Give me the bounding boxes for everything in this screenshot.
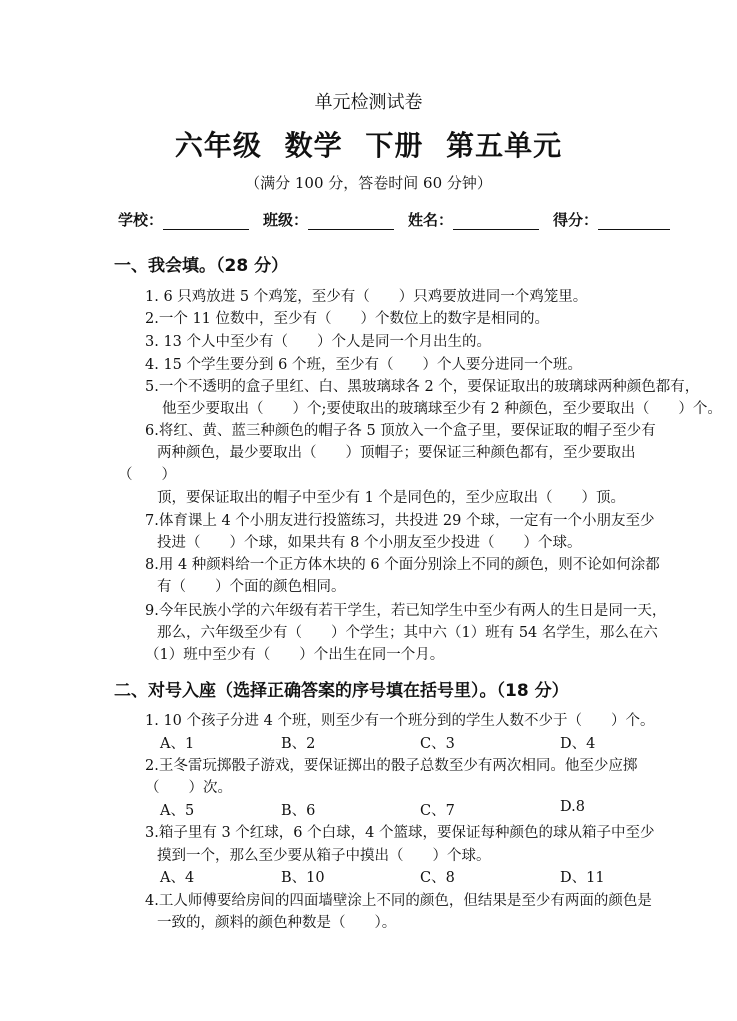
class-field (263, 209, 394, 230)
s1-line-4: 4. 15 个学生要分到 6 个班，至少有（ ）个人要分进同一个班。 (145, 357, 582, 373)
s1-line-1: 1. 6 只鸡放进 5 个鸡笼，至少有（ ）只鸡要放进同一个鸡笼里。 (145, 289, 588, 305)
s2-q3-option-c[interactable]: C、8 (420, 870, 455, 886)
score-label: 得分： (553, 211, 599, 229)
s2-q3-line-2: 摸到一个，那么至少要从箱子中摸出（ ）个球。 (157, 848, 491, 864)
s1-line-6: 他至少要取出（ ）个;要使取出的玻璃球至少有 2 种颜色，至少要取出（ ）个。 (162, 401, 722, 417)
section2-heading: 二、对号入座（选择正确答案的序号填在括号里）。（18 分） (114, 681, 569, 701)
score-field (553, 209, 670, 230)
section1-heading: 一、我会填。（28 分） (114, 256, 289, 276)
s2-q1-option-a[interactable]: A、1 (160, 736, 195, 752)
class-label: 班级： (263, 211, 309, 229)
s2-q4-line-2: 一致的，颜料的颜色种数是（ ）。 (157, 915, 397, 931)
score-blank[interactable] (598, 213, 670, 230)
s1-line-12: 投进（ ）个球，如果共有 8 个小朋友至少投进（ ）个球。 (157, 535, 582, 551)
s1-line-2: 2.一个 11 位数中，至少有（ ）个数位上的数字是相同的。 (145, 311, 550, 327)
s1-line-11: 7.体育课上 4 个小朋友进行投篮练习，共投进 29 个球，一定有一个小朋友至少 (145, 513, 655, 529)
s1-line-16: 那么，六年级至少有（ ）个学生；其中六（1）班有 54 名学生，那么在六 (157, 625, 658, 641)
s1-line-7: 6.将红、黄、蓝三种颜色的帽子各 5 顶放入一个盒子里，要保证取的帽子至少有 (145, 423, 656, 439)
s1-line-8: 两种颜色，最少要取出（ ）顶帽子；要保证三种颜色都有，至少要取出 (157, 445, 636, 461)
s1-line-3: 3. 13 个人中至少有（ ）个人是同一个月出生的。 (145, 334, 492, 350)
s2-q1-option-b[interactable]: B、2 (281, 736, 316, 752)
s2-q2-option-b[interactable]: B、6 (281, 803, 316, 819)
student-info-row (118, 209, 684, 230)
s2-q2-option-c[interactable]: C、7 (420, 803, 455, 819)
s2-q2-option-d[interactable]: D.8 (560, 799, 585, 815)
s1-line-9: （ ） (118, 467, 176, 483)
s2-q2-line-1: 2.王冬雷玩掷骰子游戏，要保证掷出的骰子总数至少有两次相同。他至少应掷 (145, 758, 638, 774)
s2-q3-line-1: 3.箱子里有 3 个红球，6 个白球，4 个篮球，要保证每种颜色的球从箱子中至少 (145, 825, 655, 841)
s1-line-17: （1）班中至少有（ ）个出生在同一个月。 (145, 647, 445, 663)
s1-line-5: 5.一个不透明的盒子里红、白、黑玻璃球各 2 个，要保证取出的玻璃球两种颜色都有， (145, 379, 700, 395)
s2-q2-option-a[interactable]: A、5 (160, 803, 195, 819)
s2-q4-line-1: 4.工人师傅要给房间的四面墙壁涂上不同的颜色，但结果是至少有两面的颜色是 (145, 893, 652, 909)
s2-q3-option-b[interactable]: B、10 (281, 870, 325, 886)
school-field (118, 209, 249, 230)
title-volume: 下册 (365, 129, 424, 162)
s1-line-13: 8.用 4 种颜料给一个正方体木块的 6 个面分别涂上不同的颜色，则不论如何涂都 (145, 557, 660, 573)
s2-q1-option-d[interactable]: D、4 (560, 736, 596, 752)
exam-subtitle: 单元检测试卷 (314, 92, 423, 113)
s1-line-15: 9.今年民族小学的六年级有若干学生，若已知学生中至少有两人的生日是同一天， (145, 603, 667, 619)
exam-note: （满分 100 分，答卷时间 60 分钟） (245, 174, 492, 192)
class-blank[interactable] (308, 213, 394, 230)
s2-q3-option-a[interactable]: A、4 (160, 870, 195, 886)
s2-q2-line-2: （ ）次。 (145, 780, 232, 796)
name-blank[interactable] (453, 213, 539, 230)
title-unit: 第五单元 (446, 129, 563, 162)
title-subject: 数学 (284, 129, 343, 162)
school-label: 学校： (118, 211, 164, 229)
s1-line-10: 顶，要保证取出的帽子中至少有 1 个是同色的，至少应取出（ ）顶。 (157, 490, 625, 506)
name-label: 姓名： (408, 211, 454, 229)
name-field (408, 209, 539, 230)
school-blank[interactable] (163, 213, 249, 230)
s2-q1: 1. 10 个孩子分进 4 个班，则至少有一个班分到的学生人数不少于（ ）个。 (145, 713, 655, 729)
s2-q1-option-c[interactable]: C、3 (420, 736, 455, 752)
title-grade: 六年级 (174, 129, 262, 162)
exam-title (0, 124, 737, 164)
s2-q3-option-d[interactable]: D、11 (560, 870, 605, 886)
s1-line-14: 有（ ）个面的颜色相同。 (157, 579, 346, 595)
